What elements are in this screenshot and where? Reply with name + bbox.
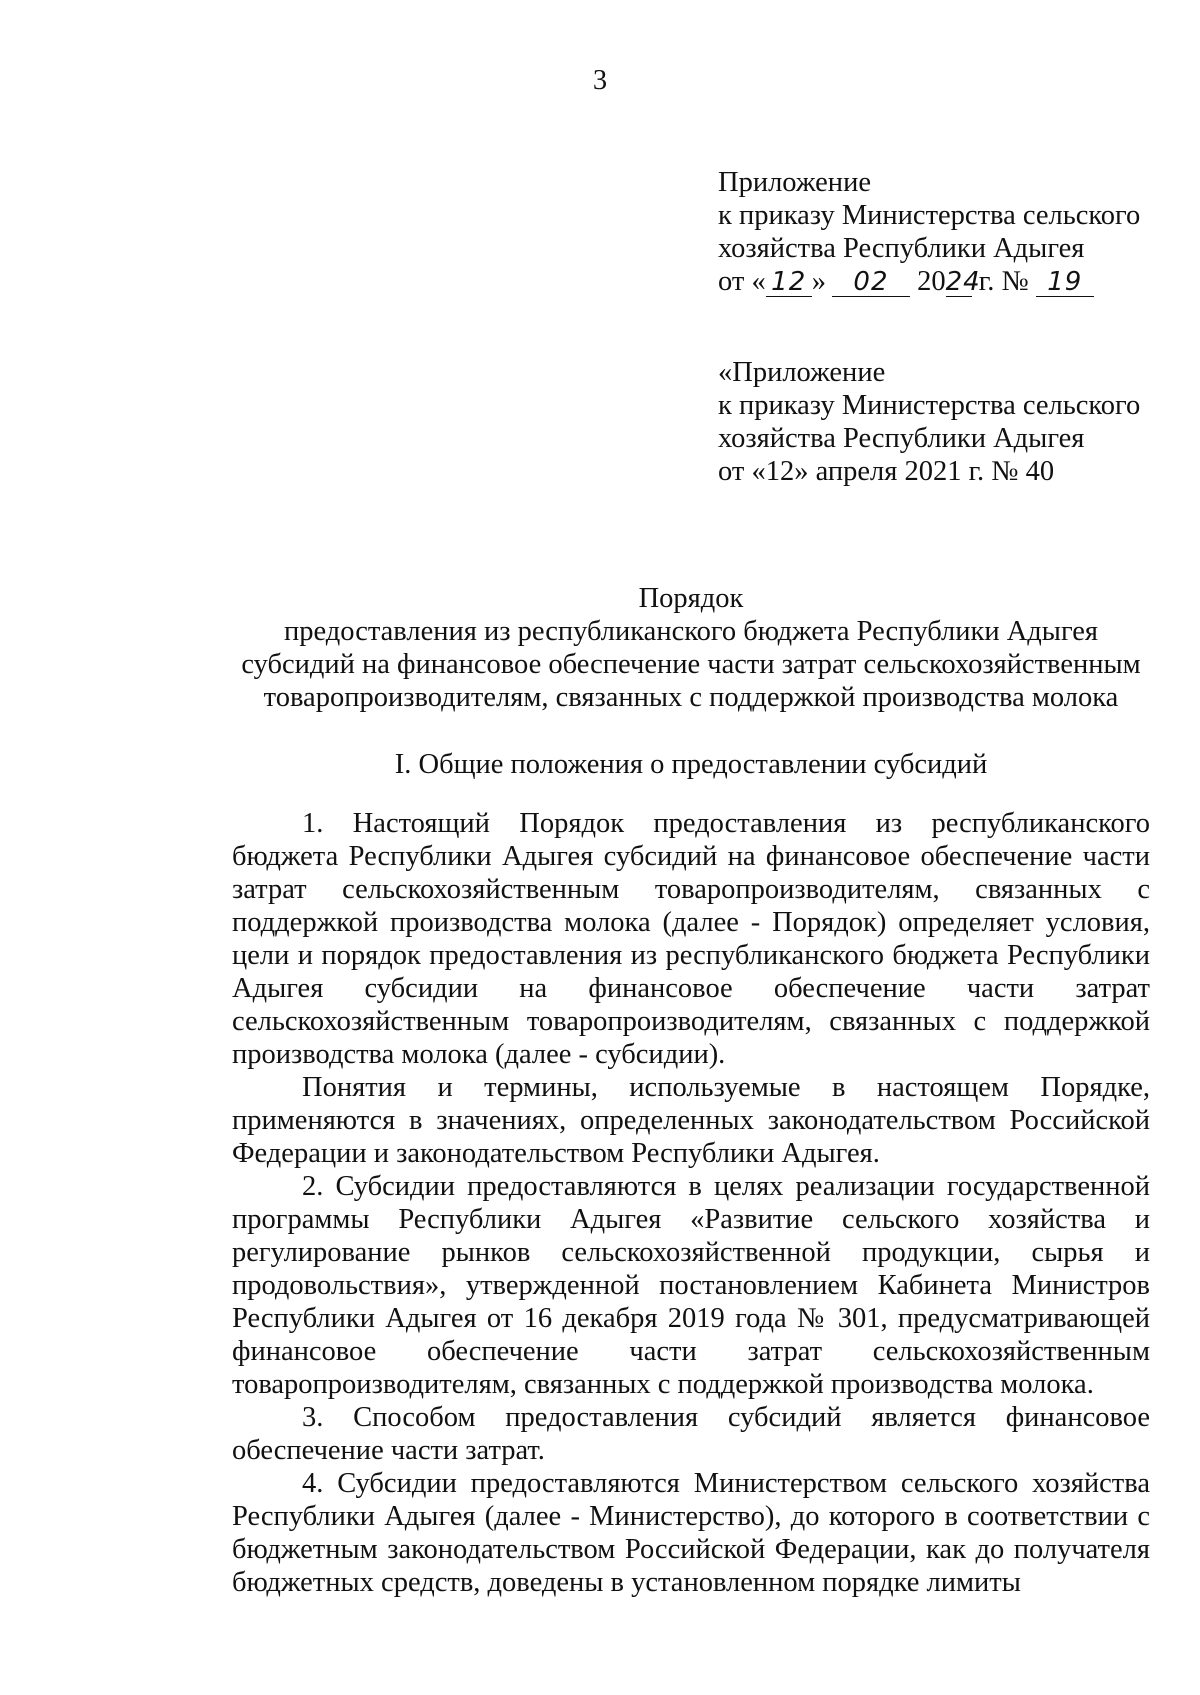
document-body [232,807,1150,1599]
document-title [232,582,1150,714]
previous-attachment-label: «Приложение [718,357,886,388]
date-year-prefix: 20 [917,266,946,297]
attachment-ministry: хозяйства Республики Адыгея [718,233,1085,264]
date-year-label: г. № [971,266,1036,297]
previous-attachment-order-date: от «12» апреля 2021 г. № 40 [718,456,1055,487]
attachment-order-reference: к приказу Министерства сельского [718,200,1141,231]
paragraph: 3. Способом предоставления субсидий является финансовое обеспечение части затрат. [232,1402,1150,1466]
paragraph: 4. Субсидии предоставляются Министерством сельского хозяйства Республики Адыгея (далее - Министерство), до которого в соответствии с бюджетным законодательством Российской Федерации, как до получателя бюджетных средств, доведены в установленном порядке лимиты [232,1468,1150,1598]
title-line: товаропроизводителям, связанных с поддержкой производства молока [263,682,1119,713]
paragraph: 1. Настоящий Порядок предоставления из республиканского бюджета Республики Адыгея субсидий на финансовое обеспечение части затрат сельскохозяйственным товаропроизводителям, связанных с поддержкой производства молока (далее - Порядок) определяет условия, цели и порядок предоставления из республиканского бюджета Республики Адыгея субсидии на финансовое обеспечение части затрат сельскохозяйственным товаропроизводителям, связанных с поддержкой производства молока (далее - субсидии). [232,808,1150,1070]
previous-attachment-order-reference: к приказу Министерства сельского [718,390,1141,421]
attachment-note-previous [718,356,1158,488]
date-year-handwritten: 24 [945,267,981,297]
date-quote-close: » [811,266,826,297]
attachment-label: Приложение [718,167,871,198]
attachment-order-date [718,265,1158,298]
section-heading: I. Общие положения о предоставлении субсидий [394,749,988,780]
order-number-handwritten: 19 [1036,268,1094,297]
date-prefix: от « [718,266,766,297]
title-line: субсидий на финансовое обеспечение части затрат сельскохозяйственным [241,649,1141,680]
paragraph: Понятия и термины, используемые в настоящем Порядке, применяются в значениях, определенных законодательством Российской Федерации и законодательством Республики Адыгея. [232,1072,1150,1169]
title-line: предоставления из республиканского бюджета Республики Адыгея [283,616,1099,647]
paragraph: 2. Субсидии предоставляются в целях реализации государственной программы Республики Адыгея «Развитие сельского хозяйства и регулирование рынков сельскохозяйственной продукции, сырья и продовольствия», утвержденной постановлением Кабинета Министров Республики Адыгея от 16 декабря 2019 года № 301, предусматривающей финансовое обеспечение части затрат сельскохозяйственным товаропроизводителям, связанных с поддержкой производства молока. [232,1171,1150,1400]
date-day-handwritten: 12 [766,268,812,297]
attachment-note-current [718,166,1158,298]
title-line: Порядок [638,583,744,614]
page-number: 3 [592,65,608,96]
date-month-handwritten: 02 [832,268,910,297]
previous-attachment-ministry: хозяйства Республики Адыгея [718,423,1085,454]
